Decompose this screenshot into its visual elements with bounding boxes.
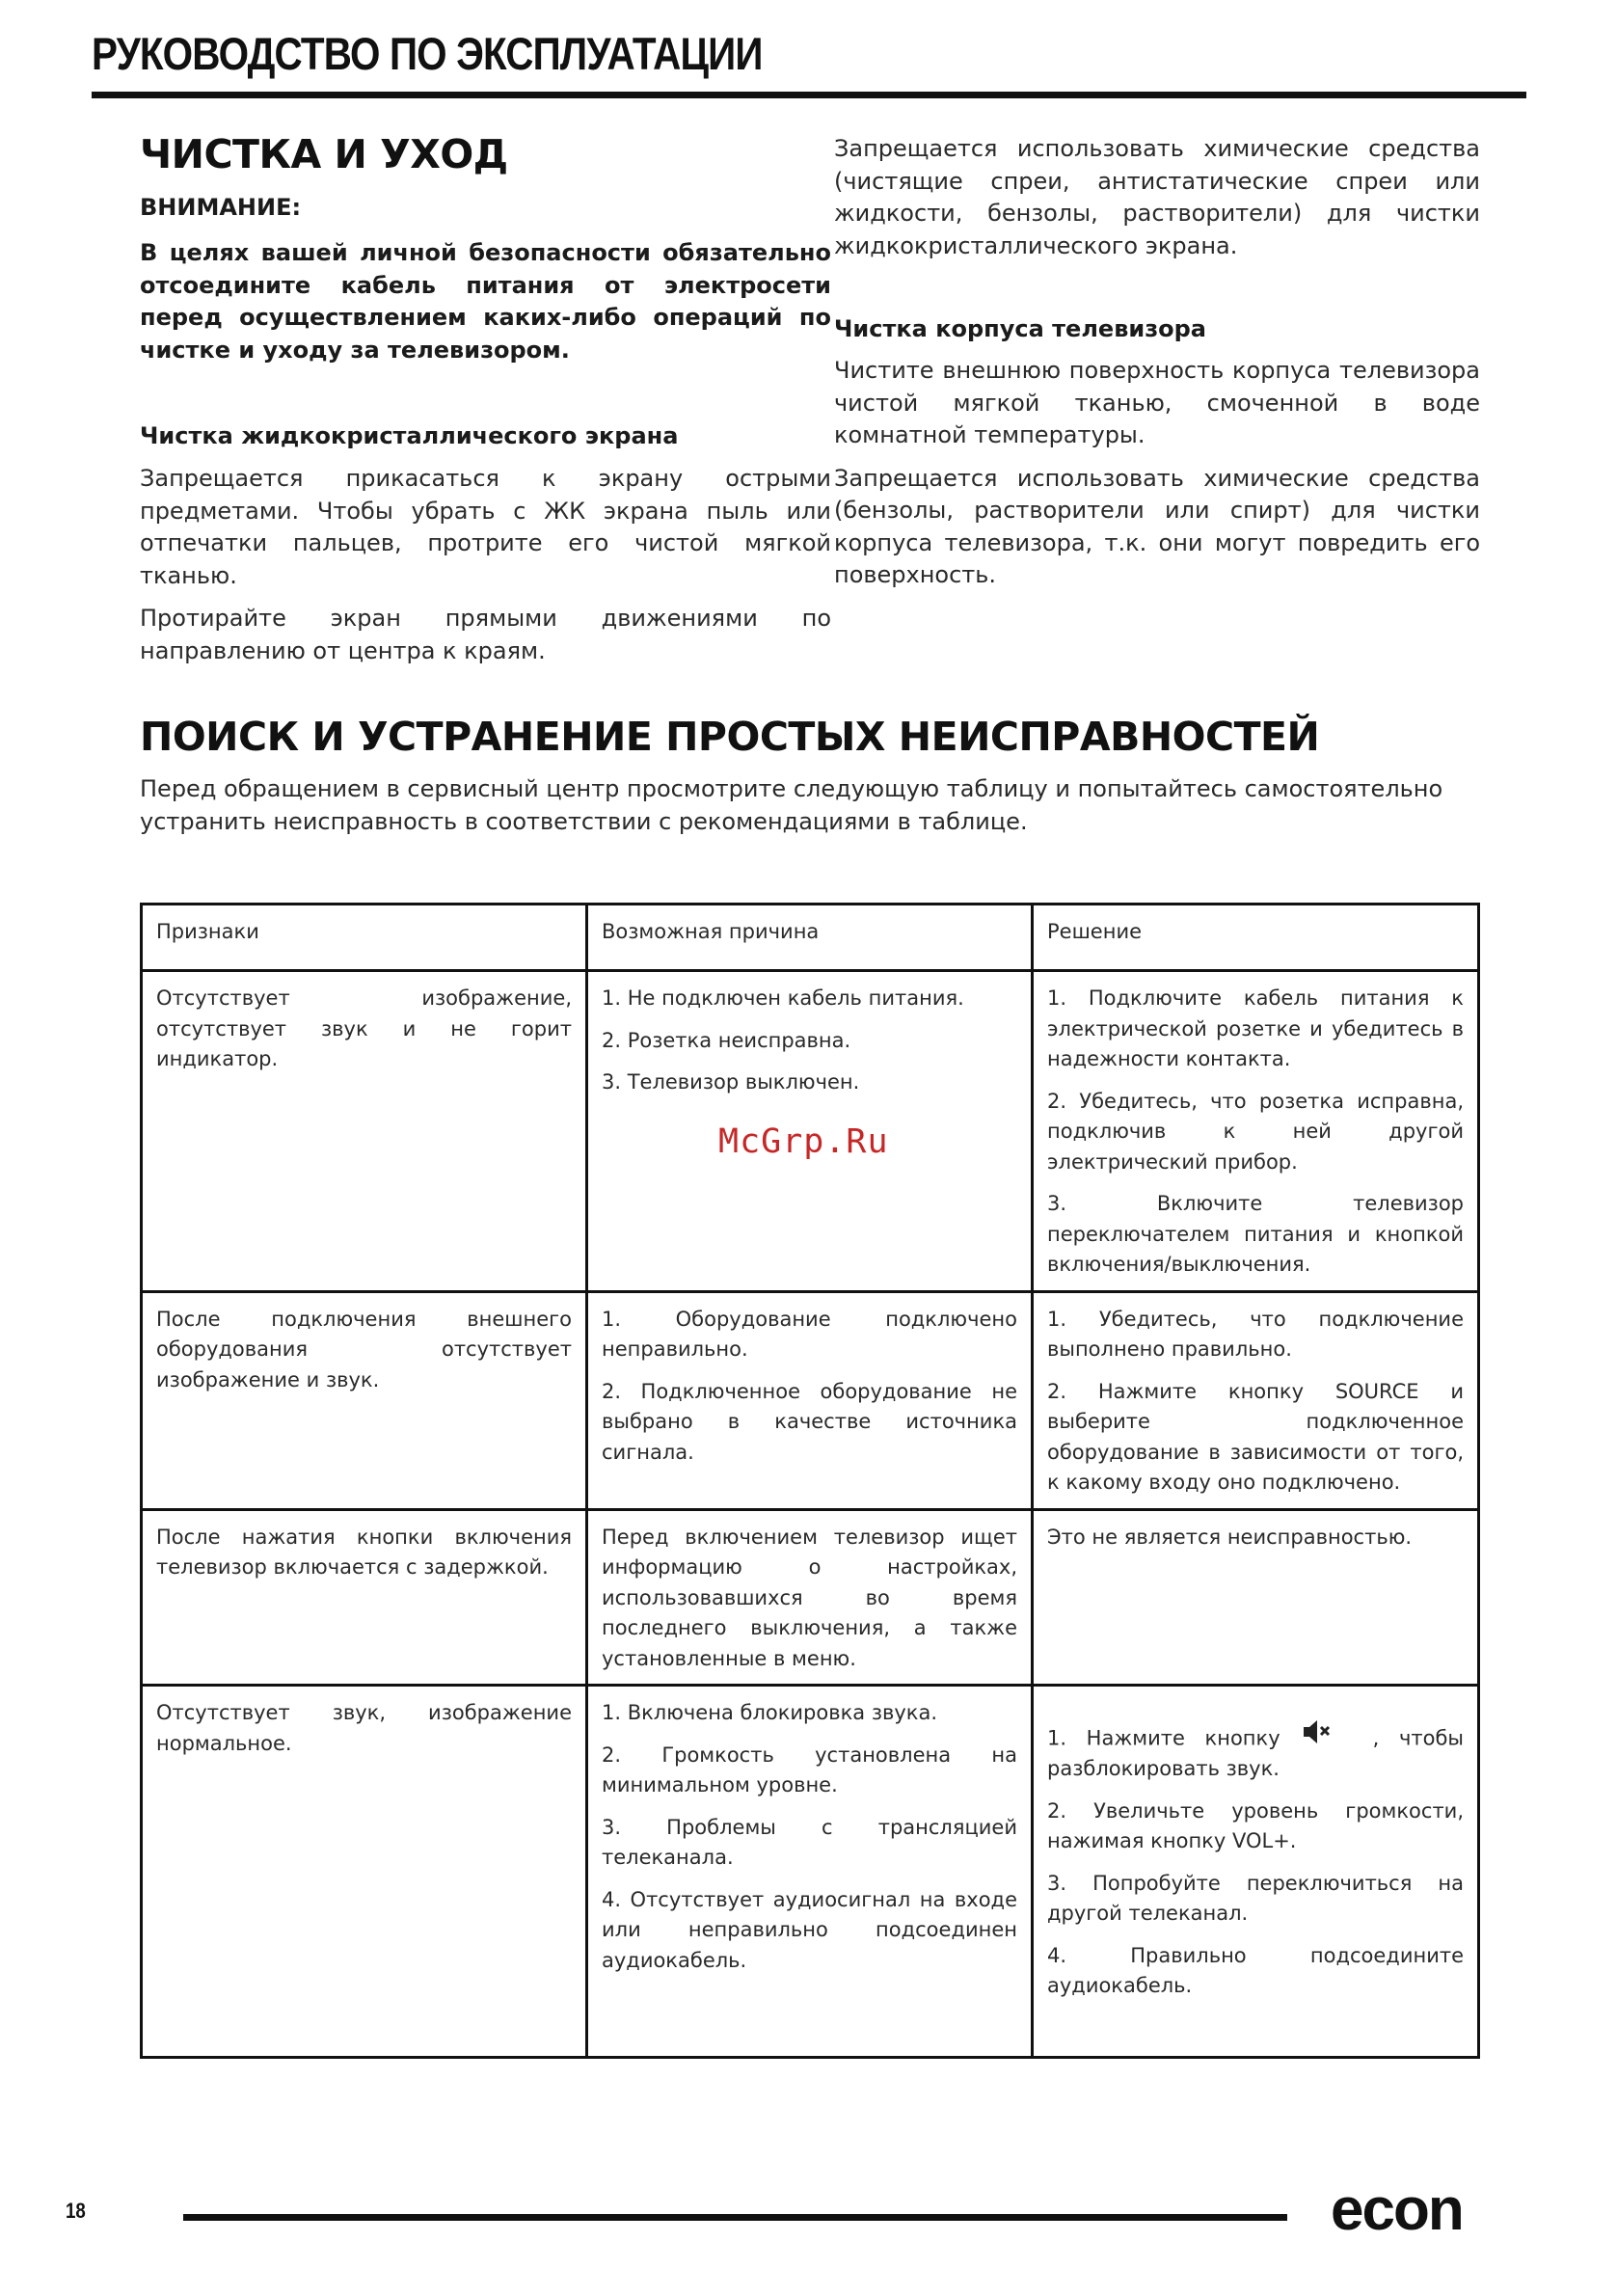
cause-item: 2. Подключенное оборудование не выбрано в качестве источника сигнала. bbox=[602, 1379, 1017, 1464]
symptom-text: После подключения внешнего оборудования отсутствует изображение и звук. bbox=[156, 1307, 572, 1391]
warning-label: ВНИМАНИЕ: bbox=[140, 194, 302, 221]
solution-item: 1. Подключите кабель питания к электрической розетке и убедитесь в надежности контакта. bbox=[1047, 986, 1464, 1070]
cause-cell bbox=[587, 1686, 1033, 2058]
econ-logo bbox=[1331, 2181, 1504, 2239]
cause-item: 1. Включена блокировка звука. bbox=[602, 1701, 938, 1724]
solution-item: 3. Попробуйте переключиться на другой телеканал. bbox=[1047, 1871, 1464, 1925]
solution-item: 1. Убедитесь, что подключение выполнено правильно. bbox=[1047, 1307, 1464, 1361]
troubleshooting-intro: Перед обращением в сервисный центр просмотрите следующую таблицу и попытайтесь самостоятельно устранить неисправность в соответствии с рекомендациями в таблице. bbox=[140, 775, 1443, 835]
symptom-cell bbox=[142, 1291, 587, 1509]
table-row bbox=[142, 1291, 1479, 1509]
solution-item: 4. Правильно подсоедините аудиокабель. bbox=[1047, 1943, 1464, 1997]
care-left-column bbox=[140, 127, 831, 678]
body-paragraph: Запрещается использовать химические средства (бензолы, растворители или спирт) для чистки корпуса телевизора, т.к. они могут повредить его поверхность. bbox=[834, 464, 1480, 588]
cause-cell bbox=[587, 1291, 1033, 1509]
solution-item: 2. Убедитесь, что розетка исправна, подключив к ней другой электрический прибор. bbox=[1047, 1089, 1464, 1174]
table-header-row bbox=[142, 905, 1479, 971]
solution-item: 3. Включите телевизор переключателем питания и кнопкой включения/выключения. bbox=[1047, 1192, 1464, 1276]
cause-item: 1. Не подключен кабель питания. bbox=[602, 986, 964, 1010]
cause-item: Перед включением телевизор ищет информацию о настройках, использовавшихся во время последнего выключения, а также установленные в меню. bbox=[602, 1525, 1017, 1670]
symptom-text: Отсутствует звук, изображение нормальное. bbox=[156, 1701, 572, 1755]
symptom-text: Отсутствует изображение, отсутствует звук и не горит индикатор. bbox=[156, 986, 572, 1070]
screen-paragraph: Запрещается прикасаться к экрану острыми предметами. Чтобы убрать с ЖК экрана пыль или отпечатки пальцев, протрите его чистой мягкой тканью. bbox=[140, 465, 831, 589]
cause-item: 1. Оборудование подключено неправильно. bbox=[602, 1307, 1017, 1361]
page-number: 18 bbox=[66, 2199, 86, 2223]
symptom-cell bbox=[142, 971, 587, 1292]
mute-instruction-start: 1. Нажмите кнопку bbox=[1047, 1726, 1280, 1750]
mute-instruction-end: , чтобы разблокировать звук. bbox=[1047, 1726, 1464, 1780]
solution-item: Это не является неисправностью. bbox=[1047, 1525, 1413, 1549]
cause-item: 4. Отсутствует аудиосигнал на входе или неправильно подсоединен аудиокабель. bbox=[602, 1887, 1017, 1972]
solution-cell bbox=[1033, 1686, 1479, 2058]
troubleshooting-title: ПОИСК И УСТРАНЕНИЕ ПРОСТЫХ НЕИСПРАВНОСТЕЙ bbox=[140, 714, 1320, 760]
screen-paragraph: Протирайте экран прямыми движениями по направлению от центра к краям. bbox=[140, 605, 831, 664]
column-header: Решение bbox=[1033, 905, 1479, 971]
column-header: Признаки bbox=[142, 905, 587, 971]
svg-text:econ: econ bbox=[1331, 2181, 1463, 2239]
page-header-title: РУКОВОДСТВО ПО ЭКСПЛУАТАЦИИ bbox=[92, 28, 763, 79]
care-title: ЧИСТКА И УХОД bbox=[140, 131, 508, 177]
symptom-cell bbox=[142, 1509, 587, 1686]
solution-item-mute bbox=[1047, 1715, 1464, 1785]
symptom-cell bbox=[142, 1686, 587, 2058]
solution-cell bbox=[1033, 971, 1479, 1292]
care-right-column bbox=[834, 133, 1480, 603]
cause-cell bbox=[587, 1509, 1033, 1686]
watermark: McGrp.Ru bbox=[718, 1122, 889, 1161]
symptom-text: После нажатия кнопки включения телевизор включается с задержкой. bbox=[156, 1525, 572, 1579]
body-cleaning-heading: Чистка корпуса телевизора bbox=[834, 315, 1207, 342]
column-header: Возможная причина bbox=[587, 905, 1033, 971]
table-row bbox=[142, 1509, 1479, 1686]
troubleshooting-section bbox=[140, 714, 1480, 838]
screen-chemicals-paragraph: Запрещается использовать химические средства (чистящие спреи, антистатические спреи или жидкости, бензолы, растворители) для чистки жидкокристаллического экрана. bbox=[834, 135, 1480, 259]
solution-cell bbox=[1033, 1509, 1479, 1686]
body-paragraph: Чистите внешнюю поверхность корпуса телевизора чистой мягкой тканью, смоченной в воде комнатной температуры. bbox=[834, 357, 1480, 448]
cause-item: 3. Проблемы с трансляцией телеканала. bbox=[602, 1815, 1017, 1869]
cause-item: 3. Телевизор выключен. bbox=[602, 1070, 860, 1094]
screen-cleaning-heading: Чистка жидкокристаллического экрана bbox=[140, 422, 679, 449]
solution-cell bbox=[1033, 1291, 1479, 1509]
footer-rule bbox=[183, 2214, 1287, 2221]
table-row bbox=[142, 1686, 1479, 2058]
speaker-mute-icon bbox=[1300, 1715, 1333, 1748]
solution-item: 2. Нажмите кнопку SOURCE и выберите подключенное оборудование в зависимости от того, к какому входу оно подключено. bbox=[1047, 1379, 1464, 1494]
warning-text: В целях вашей личной безопасности обязательно отсоедините кабель питания от электросети перед осуществлением каких-либо операций по чистке и уходу за телевизором. bbox=[140, 239, 831, 364]
header-rule bbox=[92, 92, 1526, 98]
troubleshooting-table bbox=[140, 903, 1480, 2059]
solution-item: 2. Увеличьте уровень громкости, нажимая кнопку VOL+. bbox=[1047, 1798, 1464, 1852]
cause-item: 2. Громкость установлена на минимальном уровне. bbox=[602, 1742, 1017, 1796]
cause-item: 2. Розетка неисправна. bbox=[602, 1028, 851, 1052]
